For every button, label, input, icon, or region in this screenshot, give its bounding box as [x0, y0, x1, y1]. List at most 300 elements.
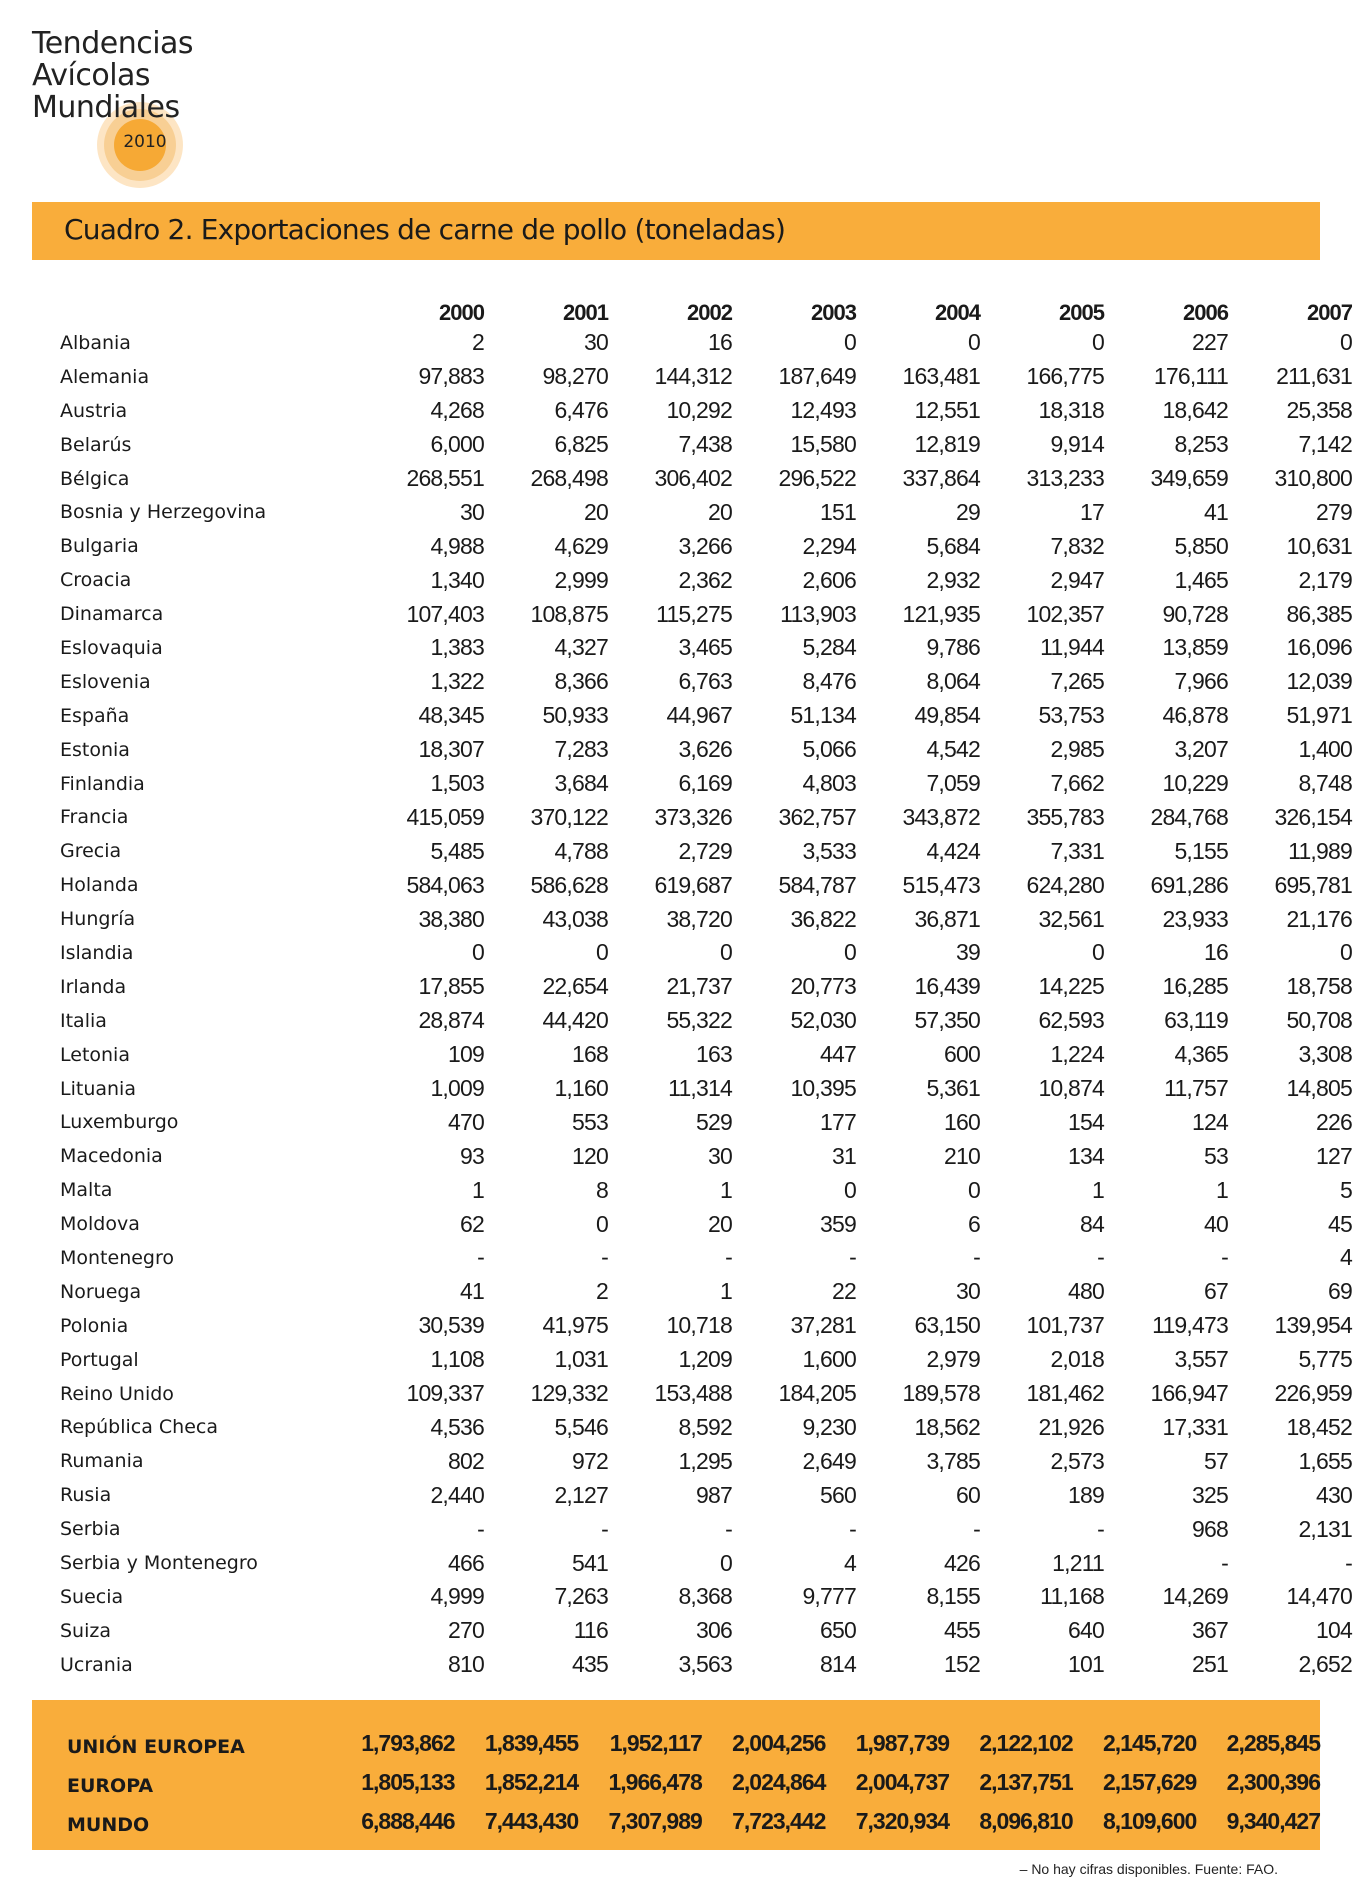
- cell-value: 20: [584, 498, 608, 525]
- cell-value: 6: [968, 1210, 980, 1237]
- cell-value: 600: [944, 1041, 980, 1068]
- cell-value: 1,400: [1298, 736, 1352, 763]
- cell-value: 1,211: [1052, 1549, 1104, 1576]
- cell-value: 3,563: [678, 1651, 732, 1678]
- country-name: Irlanda: [60, 975, 127, 998]
- cell-value: 211,631: [1276, 363, 1352, 390]
- logo-line-2: Avícolas: [32, 58, 151, 93]
- cell-value: 11,314: [668, 1075, 732, 1102]
- country-name: Macedonia: [60, 1145, 163, 1168]
- cell-value: 8,064: [926, 668, 980, 695]
- cell-value: 650: [820, 1617, 856, 1644]
- cell-value: 107,403: [406, 600, 484, 627]
- cell-value: 226: [1316, 1108, 1352, 1135]
- cell-value: 113,903: [780, 600, 856, 627]
- cell-value: 426: [944, 1549, 980, 1576]
- country-name: Ucrania: [60, 1653, 133, 1676]
- cell-value: 7,265: [1050, 668, 1104, 695]
- table-row: [60, 733, 1352, 767]
- cell-value: 455: [944, 1617, 980, 1644]
- country-name: Eslovenia: [60, 670, 151, 693]
- table-row: [60, 1546, 1352, 1580]
- cell-value: 18,642: [1162, 397, 1228, 424]
- cell-value: 355,783: [1026, 803, 1104, 830]
- totals-value: 9,340,427: [1226, 1808, 1320, 1834]
- cell-value: 11,168: [1040, 1583, 1104, 1610]
- cell-value: 3,207: [1174, 736, 1228, 763]
- cell-value: 695,781: [1274, 871, 1352, 898]
- cell-value: 1: [1092, 1176, 1104, 1203]
- cell-value: 4,999: [430, 1583, 484, 1610]
- table-body: [60, 326, 1352, 1682]
- table-row: [60, 597, 1352, 631]
- cell-value: 30: [584, 329, 608, 356]
- cell-value: 63,119: [1164, 1007, 1228, 1034]
- cell-value: 284,768: [1150, 803, 1228, 830]
- country-name: Suiza: [60, 1619, 111, 1642]
- cell-value: 227: [1192, 329, 1228, 356]
- cell-value: 310,800: [1274, 465, 1352, 491]
- totals-label: EUROPA: [67, 1774, 154, 1797]
- cell-value: 691,286: [1150, 871, 1228, 898]
- country-name: Bulgaria: [60, 535, 139, 558]
- header-year: 2005: [1059, 300, 1104, 325]
- totals-value: 7,320,934: [855, 1808, 950, 1834]
- logo-line-1: Tendencias: [32, 26, 194, 61]
- cell-value: 30,539: [418, 1312, 484, 1339]
- cell-value: 184,205: [778, 1380, 856, 1407]
- country-name: Islandia: [60, 941, 134, 964]
- cell-value: 21,737: [666, 973, 732, 1000]
- cell-value: 127: [1316, 1142, 1352, 1169]
- table-row: [60, 326, 1352, 360]
- cell-value: 7,142: [1298, 431, 1352, 458]
- country-name: Italia: [60, 1009, 107, 1032]
- cell-value: 210: [944, 1142, 980, 1169]
- cell-value: 46,878: [1162, 702, 1228, 729]
- cell-value: 44,967: [666, 702, 732, 729]
- cell-value: 2: [472, 329, 484, 356]
- cell-value: 53,753: [1038, 702, 1104, 729]
- country-name: Rumania: [60, 1450, 144, 1473]
- cell-value: 1,503: [430, 770, 484, 797]
- cell-value: 108,875: [530, 600, 608, 627]
- cell-value: 2: [596, 1278, 608, 1305]
- country-name: Estonia: [60, 738, 130, 761]
- cell-value: 109,337: [406, 1380, 484, 1407]
- cell-value: 2,573: [1050, 1447, 1104, 1474]
- cell-value: 1,340: [430, 566, 484, 593]
- table-row: [60, 428, 1352, 462]
- cell-value: 2,440: [430, 1481, 484, 1508]
- cell-value: 11,989: [1288, 837, 1352, 864]
- cell-value: 0: [720, 1549, 732, 1576]
- cell-value: 349,659: [1150, 465, 1228, 491]
- cell-value: 101: [1068, 1651, 1104, 1678]
- cell-value: 50,708: [1286, 1007, 1352, 1034]
- country-name: Dinamarca: [60, 603, 164, 626]
- cell-value: 166,947: [1150, 1380, 1228, 1407]
- cell-value: 115,275: [656, 600, 732, 627]
- totals-value: 2,024,864: [732, 1769, 826, 1795]
- cell-value: 370,122: [530, 803, 608, 830]
- cell-value: 8,592: [678, 1413, 732, 1440]
- cell-value: 21,176: [1286, 905, 1352, 932]
- table-row: [60, 665, 1352, 699]
- logo-line-3: Mundiales: [32, 90, 180, 125]
- cell-value: 9,777: [802, 1583, 856, 1610]
- country-name: Belarús: [60, 433, 132, 456]
- cell-value: 90,728: [1162, 600, 1228, 627]
- table-row: [60, 1580, 1352, 1614]
- cell-value: 7,283: [554, 736, 608, 763]
- cell-value: 0: [968, 1176, 980, 1203]
- cell-value: 16,439: [914, 973, 980, 1000]
- header-year: 2000: [439, 300, 484, 325]
- cell-value: 3,465: [678, 634, 732, 661]
- totals-value: 2,285,845: [1226, 1730, 1320, 1756]
- cell-value: 9,786: [926, 634, 980, 661]
- cell-value: 619,687: [654, 871, 732, 898]
- cell-value: 313,233: [1026, 465, 1104, 491]
- cell-value: 0: [472, 939, 484, 966]
- cell-value: 987: [696, 1481, 732, 1508]
- cell-value: 18,318: [1038, 397, 1104, 424]
- country-name: Alemania: [60, 365, 150, 388]
- table-row: [60, 1444, 1352, 1478]
- cell-value: 18,452: [1286, 1413, 1352, 1440]
- cell-value: -: [1221, 1244, 1228, 1271]
- cell-value: 102,357: [1026, 600, 1104, 627]
- cell-value: 60: [956, 1481, 980, 1508]
- cell-value: 57,350: [914, 1007, 980, 1034]
- header-year: 2006: [1183, 300, 1228, 325]
- cell-value: 306,402: [654, 465, 732, 491]
- country-name: Portugal: [60, 1348, 139, 1371]
- cell-value: 12,819: [914, 431, 980, 458]
- country-name: Noruega: [60, 1280, 142, 1303]
- cell-value: 7,331: [1050, 837, 1104, 864]
- table-row: [60, 868, 1352, 902]
- cell-value: 69: [1328, 1278, 1352, 1305]
- cell-value: 17,855: [418, 973, 484, 1000]
- cell-value: 18,562: [914, 1413, 980, 1440]
- country-name: Moldova: [60, 1213, 140, 1236]
- totals-value: 1,952,117: [609, 1730, 702, 1756]
- cell-value: 41,975: [542, 1312, 608, 1339]
- cell-value: 9,914: [1050, 431, 1104, 458]
- table-row: [60, 495, 1352, 529]
- cell-value: 8,748: [1298, 770, 1352, 797]
- cell-value: 52,030: [790, 1007, 856, 1034]
- cell-value: 337,864: [902, 465, 980, 491]
- cell-value: 5,066: [802, 736, 856, 763]
- table-row: [60, 767, 1352, 801]
- cell-value: 48,345: [418, 702, 484, 729]
- cell-value: 296,522: [778, 465, 856, 491]
- cell-value: 8,368: [678, 1583, 732, 1610]
- table-row: [60, 563, 1352, 597]
- cell-value: 1,108: [430, 1346, 484, 1373]
- cell-value: 153,488: [654, 1380, 732, 1407]
- cell-value: 129,332: [530, 1380, 608, 1407]
- cell-value: 124: [1192, 1108, 1228, 1135]
- cell-value: 0: [1092, 329, 1104, 356]
- cell-value: 16: [1204, 939, 1228, 966]
- cell-value: 177: [820, 1108, 856, 1135]
- cell-value: 31: [832, 1142, 856, 1169]
- header-year: 2003: [811, 300, 856, 325]
- table-row: [60, 1038, 1352, 1072]
- logo-title: [32, 28, 193, 124]
- totals-value: 8,109,600: [1102, 1808, 1197, 1834]
- table-row: [60, 1478, 1352, 1512]
- cell-value: 1,224: [1050, 1041, 1104, 1068]
- cell-value: 36,871: [914, 905, 980, 932]
- cell-value: 40: [1204, 1210, 1228, 1237]
- cell-value: 36,822: [790, 905, 856, 932]
- cell-value: 84: [1080, 1210, 1104, 1237]
- totals-value: 2,157,629: [1102, 1769, 1197, 1795]
- totals-value: 2,004,256: [732, 1730, 826, 1756]
- table-row: [60, 800, 1352, 834]
- cell-value: 2,932: [926, 566, 980, 593]
- cell-value: 38,720: [666, 905, 732, 932]
- totals-value: 2,300,396: [1226, 1769, 1320, 1795]
- cell-value: 14,269: [1162, 1583, 1228, 1610]
- cell-value: 15,580: [790, 431, 856, 458]
- cell-value: 13,859: [1162, 634, 1228, 661]
- cell-value: -: [477, 1515, 484, 1542]
- cell-value: 7,832: [1050, 532, 1104, 559]
- cell-value: 8,366: [554, 668, 608, 695]
- cell-value: -: [725, 1244, 732, 1271]
- cell-value: 430: [1316, 1481, 1352, 1508]
- cell-value: 7,263: [554, 1583, 608, 1610]
- logo-year: 2010: [123, 132, 167, 152]
- totals-value: 1,839,455: [484, 1730, 579, 1756]
- cell-value: 6,476: [554, 397, 608, 424]
- cell-value: 1,383: [430, 634, 484, 661]
- cell-value: 121,935: [902, 600, 980, 627]
- cell-value: 93: [460, 1142, 484, 1169]
- cell-value: 4,988: [430, 532, 484, 559]
- cell-value: 51,134: [790, 702, 856, 729]
- cell-value: 2,127: [554, 1481, 608, 1508]
- cell-value: 4,542: [926, 736, 980, 763]
- totals-row: [67, 1802, 1320, 1841]
- cell-value: 7,966: [1174, 668, 1228, 695]
- cell-value: 470: [448, 1108, 484, 1135]
- cell-value: 20: [708, 1210, 732, 1237]
- cell-value: 5,361: [926, 1075, 980, 1102]
- cell-value: 30: [708, 1142, 732, 1169]
- cell-value: 189,578: [902, 1380, 980, 1407]
- table-row: [60, 970, 1352, 1004]
- cell-value: 144,312: [654, 363, 732, 390]
- country-name: España: [60, 704, 130, 727]
- cell-value: 515,473: [902, 871, 980, 898]
- cell-value: 541: [572, 1549, 608, 1576]
- cell-value: 5,850: [1174, 532, 1228, 559]
- totals-value: 7,443,430: [484, 1808, 579, 1834]
- cell-value: 86,385: [1286, 600, 1352, 627]
- cell-value: 810: [448, 1651, 484, 1678]
- cell-value: 134: [1068, 1142, 1104, 1169]
- cell-value: 154: [1068, 1108, 1104, 1135]
- cell-value: 7,438: [678, 431, 732, 458]
- country-name: Croacia: [60, 569, 132, 592]
- country-name: Luxemburgo: [60, 1111, 179, 1134]
- cell-value: 8,253: [1174, 431, 1228, 458]
- table-row: [60, 1377, 1352, 1411]
- cell-value: 176,111: [1153, 363, 1228, 390]
- cell-value: 972: [572, 1447, 608, 1474]
- cell-value: 1,465: [1174, 566, 1228, 593]
- cell-value: 29: [956, 498, 980, 525]
- cell-value: 2,018: [1050, 1346, 1104, 1373]
- cell-value: 2,729: [678, 837, 732, 864]
- cell-value: 189: [1068, 1481, 1104, 1508]
- cell-value: 0: [596, 1210, 608, 1237]
- table-row: [60, 1411, 1352, 1445]
- cell-value: 20,773: [790, 973, 856, 1000]
- table-row: [60, 462, 1352, 496]
- cell-value: 4: [1340, 1244, 1352, 1271]
- cell-value: 1: [1216, 1176, 1228, 1203]
- totals-value: 7,307,989: [608, 1808, 702, 1834]
- cell-value: 0: [1340, 329, 1352, 356]
- table-row: [60, 1275, 1352, 1309]
- cell-value: 151: [820, 498, 856, 525]
- cell-value: 326,154: [1274, 803, 1352, 830]
- cell-value: -: [725, 1515, 732, 1542]
- cell-value: 814: [820, 1651, 856, 1678]
- cell-value: 37,281: [790, 1312, 856, 1339]
- cell-value: 30: [956, 1278, 980, 1305]
- country-name: Reino Unido: [60, 1382, 174, 1405]
- cell-value: 10,874: [1038, 1075, 1104, 1102]
- cell-value: 5,284: [802, 634, 856, 661]
- cell-value: 1,009: [430, 1075, 484, 1102]
- cell-value: 2,606: [802, 566, 856, 593]
- cell-value: 447: [820, 1041, 856, 1068]
- cell-value: 0: [720, 939, 732, 966]
- cell-value: 63,150: [914, 1312, 980, 1339]
- cell-value: -: [601, 1515, 608, 1542]
- table-row: [60, 1105, 1352, 1139]
- cell-value: 25,358: [1286, 397, 1352, 424]
- cell-value: 14,225: [1038, 973, 1104, 1000]
- country-name: Polonia: [60, 1314, 129, 1337]
- cell-value: 640: [1068, 1617, 1104, 1644]
- country-name: Albania: [60, 331, 131, 354]
- cell-value: 5: [1340, 1176, 1352, 1203]
- cell-value: 6,000: [430, 431, 484, 458]
- cell-value: -: [1097, 1244, 1104, 1271]
- cell-value: -: [477, 1244, 484, 1271]
- cell-value: 279: [1316, 498, 1352, 525]
- cell-value: 98,270: [542, 363, 608, 390]
- cell-value: 22: [832, 1278, 856, 1305]
- cell-value: 3,785: [926, 1447, 980, 1474]
- cell-value: 41: [1204, 498, 1228, 525]
- cell-value: 373,326: [654, 803, 732, 830]
- cell-value: 116: [573, 1617, 608, 1644]
- country-name: Serbia y Montenegro: [60, 1552, 258, 1574]
- cell-value: 584,063: [406, 871, 484, 898]
- cell-value: 2,979: [926, 1346, 980, 1373]
- header-year: 2002: [687, 300, 732, 325]
- cell-value: 1,295: [678, 1447, 732, 1474]
- totals-value: 1,805,133: [361, 1769, 455, 1795]
- table-row: [60, 360, 1352, 394]
- cell-value: 17,331: [1162, 1413, 1228, 1440]
- cell-value: 62,593: [1038, 1007, 1104, 1034]
- cell-value: 38,380: [418, 905, 484, 932]
- table-row: [60, 394, 1352, 428]
- cell-value: 16,285: [1162, 973, 1228, 1000]
- cell-value: 2,652: [1298, 1651, 1352, 1678]
- table-row: [60, 1173, 1352, 1207]
- cell-value: 43,038: [542, 905, 608, 932]
- cell-value: 9,230: [802, 1413, 856, 1440]
- cell-value: 109: [448, 1041, 484, 1068]
- cell-value: 120: [572, 1142, 608, 1169]
- table-title: Cuadro 2. Exportaciones de carne de pollo (toneladas): [64, 213, 786, 246]
- country-name: Rusia: [60, 1484, 112, 1507]
- totals-body: [67, 1724, 1320, 1841]
- cell-value: 5,775: [1298, 1346, 1352, 1373]
- header-year: 2007: [1307, 300, 1352, 325]
- totals-value: 2,122,102: [979, 1730, 1073, 1756]
- table-row: [60, 1207, 1352, 1241]
- cell-value: 12,493: [790, 397, 856, 424]
- table-row: [60, 1614, 1352, 1648]
- table-row: [60, 834, 1352, 868]
- totals-box: [32, 1700, 1320, 1850]
- cell-value: 586,628: [530, 871, 608, 898]
- totals-table: [67, 1724, 1320, 1841]
- country-name: Serbia: [60, 1518, 121, 1541]
- cell-value: -: [1345, 1549, 1352, 1576]
- country-name: Suecia: [60, 1585, 124, 1608]
- cell-value: 62: [460, 1210, 484, 1237]
- cell-value: 104: [1316, 1617, 1352, 1644]
- totals-value: 1,966,478: [608, 1769, 702, 1795]
- cell-value: 8: [596, 1176, 608, 1203]
- table-header-row: [60, 290, 1352, 326]
- cell-value: 268,498: [530, 465, 608, 491]
- cell-value: 2,999: [554, 566, 608, 593]
- totals-value: 2,145,720: [1102, 1730, 1197, 1756]
- cell-value: 3,533: [802, 837, 856, 864]
- cell-value: 4,629: [554, 532, 608, 559]
- cell-value: 57: [1204, 1447, 1228, 1474]
- totals-value: 1,987,739: [855, 1730, 950, 1756]
- table-row: [60, 631, 1352, 665]
- cell-value: 5,684: [926, 532, 980, 559]
- cell-value: 5,485: [430, 837, 484, 864]
- cell-value: 12,039: [1286, 668, 1352, 695]
- cell-value: 8,476: [802, 668, 856, 695]
- cell-value: 0: [596, 939, 608, 966]
- cell-value: 584,787: [778, 871, 856, 898]
- table-row: [60, 1139, 1352, 1173]
- cell-value: 28,874: [418, 1007, 484, 1034]
- cell-value: 21,926: [1038, 1413, 1104, 1440]
- cell-value: 6,763: [678, 668, 732, 695]
